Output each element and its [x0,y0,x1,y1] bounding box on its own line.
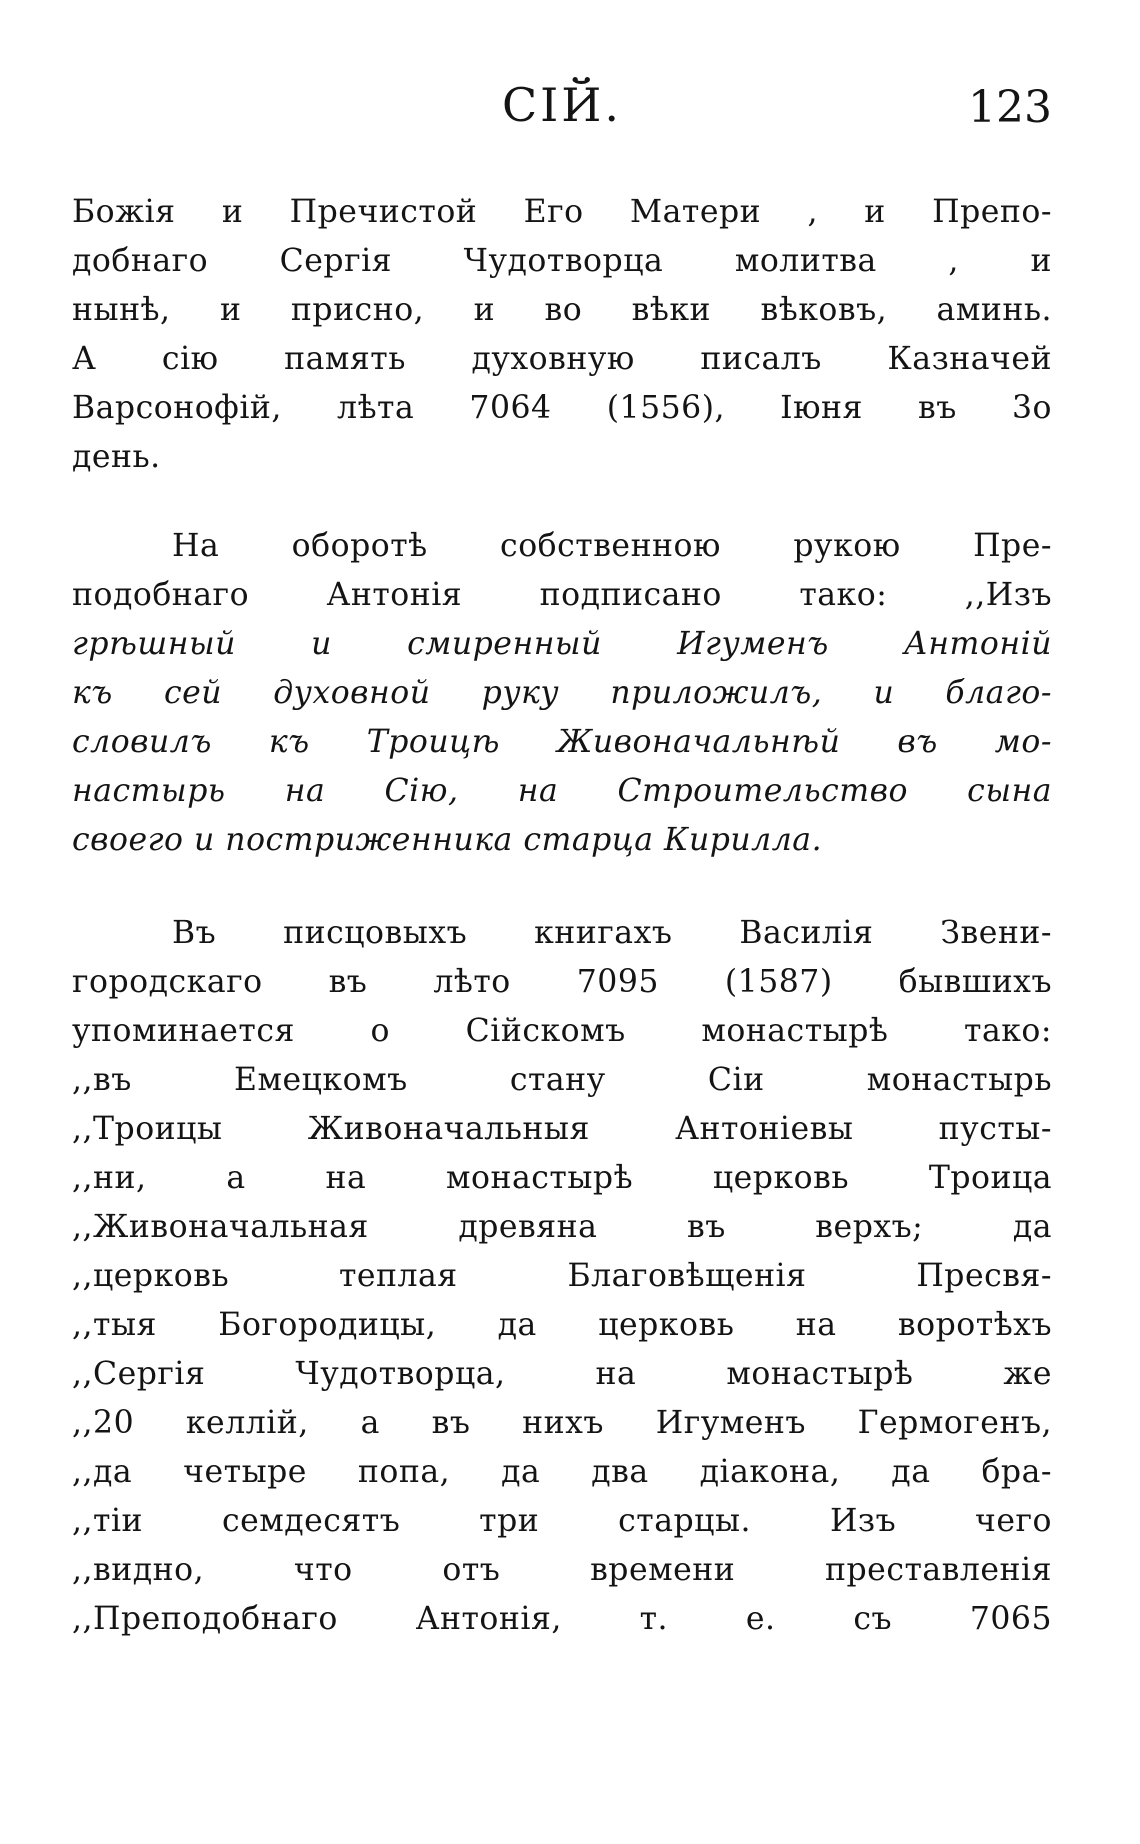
page-number: 123 [968,82,1052,133]
italic-quote-line: къ сей духовной руку приложилъ, и благо- [72,675,1052,711]
paragraph-1 [72,188,1052,482]
text-line: подобнаго Антонія подписано тако: ,,Изъ [72,577,1052,613]
text-line: день. [72,439,161,475]
paragraph-2 [72,522,1052,865]
text-line: ,,тіи семдесятъ три старцы. Изъ чего [72,1503,1052,1539]
paragraph-3 [72,909,1052,1644]
text-line: ,,Живоначальная древяна въ верхъ; да [72,1209,1052,1245]
text-line: Божія и Пречистой Его Матери , и Препо- [72,194,1052,230]
text-line: ,,20 келлій, а въ нихъ Игуменъ Гермогенъ, [72,1405,1052,1441]
text-line: упоминается о Сійскомъ монастырѣ тако: [72,1013,1052,1049]
text-line: нынѣ, и присно, и во вѣки вѣковъ, аминь. [72,292,1052,328]
text-line: А сію память духовную писалъ Казначей [72,341,1052,377]
italic-quote-line: настырь на Сію, на Строительство сына [72,773,1052,809]
running-title: СІЙ. [501,78,623,132]
text-line: ,,Троицы Живоначальныя Антоніевы пусты- [72,1111,1052,1147]
page-body [72,188,1052,1644]
italic-quote-line: грѣшный и смиренный Игуменъ Антоній [72,626,1052,662]
text-line: ,,ни, а на монастырѣ церковь Троица [72,1160,1052,1196]
text-line: ,,да четыре попа, да два діакона, да бра- [72,1454,1052,1490]
text-line: ,,тыя Богородицы, да церковь на воротѣхъ [72,1307,1052,1343]
text-line: ,,видно, что отъ времени преставленія [72,1552,1052,1588]
paragraph-spacer [72,482,1052,522]
text-line: городскаго въ лѣто 7095 (1587) бывшихъ [72,964,1052,1000]
paragraph-spacer [72,865,1052,909]
text-line: Варсонофій, лѣта 7064 (1556), Іюня въ 3о [72,390,1052,426]
text-line: ,,Сергія Чудотворца, на монастырѣ же [72,1356,1052,1392]
italic-quote-line: словилъ къ Троицѣ Живоначальнѣй въ мо- [72,724,1052,760]
text-line: ,,церковь теплая Благовѣщенія Пресвя- [72,1258,1052,1294]
text-line: ,,въ Емецкомъ стану Сіи монастырь [72,1062,1052,1098]
text-line: Въ писцовыхъ книгахъ Василія Звени- [172,915,1052,951]
italic-quote-line: своего и постриженника старца Кирилла. [72,822,823,858]
text-line: добнаго Сергія Чудотворца молитва , и [72,243,1052,279]
text-line: На оборотѣ собственною рукою Пре- [172,528,1052,564]
running-head [72,78,1052,148]
text-line: ,,Преподобнаго Антонія, т. е. съ 7065 [72,1601,1052,1637]
